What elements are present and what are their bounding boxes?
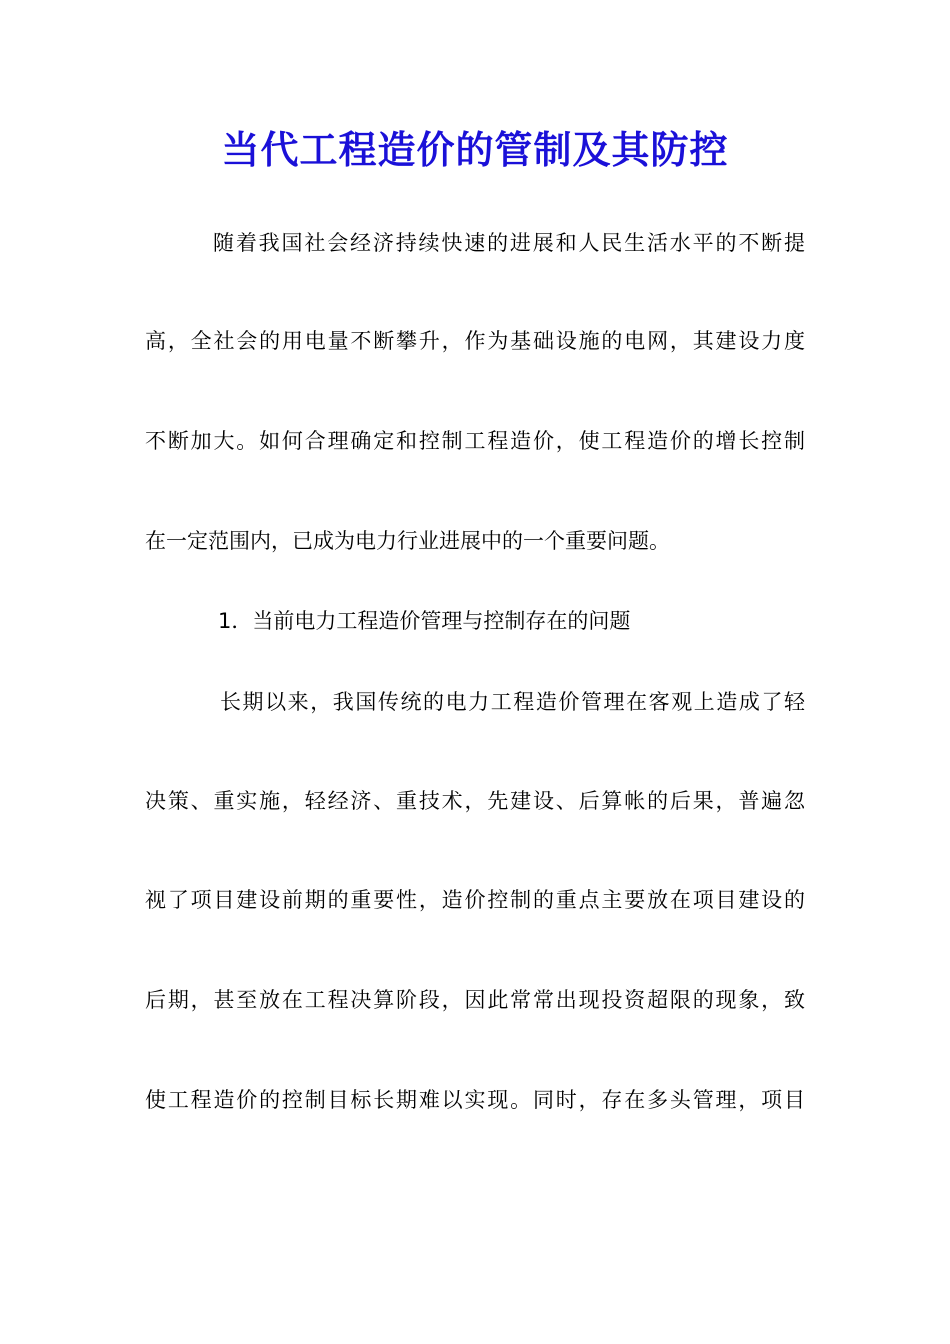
section-heading: 1．当前电力工程造价管理与控制存在的问题 — [218, 609, 631, 633]
paragraph-line: 随着我国社会经济持续快速的进展和人民生活水平的不断提 — [213, 231, 805, 255]
paragraph-line: 决策、重实施，轻经济、重技术，先建设、后算帐的后果，普遍忽 — [145, 789, 805, 813]
paragraph-line: 后期，甚至放在工程决算阶段，因此常常出现投资超限的现象，致 — [145, 988, 805, 1012]
paragraph-line: 使工程造价的控制目标长期难以实现。同时，存在多头管理，项目 — [145, 1088, 805, 1112]
document-title: 当代工程造价的管制及其防控 — [221, 127, 729, 172]
paragraph-line: 不断加大。如何合理确定和控制工程造价，使工程造价的增长控制 — [145, 429, 805, 453]
paragraph-line: 长期以来，我国传统的电力工程造价管理在客观上造成了轻 — [220, 690, 805, 714]
paragraph-line: 视了项目建设前期的重要性，造价控制的重点主要放在项目建设的 — [145, 888, 805, 912]
paragraph-line: 高，全社会的用电量不断攀升，作为基础设施的电网，其建设力度 — [145, 329, 805, 353]
paragraph-line: 在一定范围内，已成为电力行业进展中的一个重要问题。 — [145, 529, 670, 553]
